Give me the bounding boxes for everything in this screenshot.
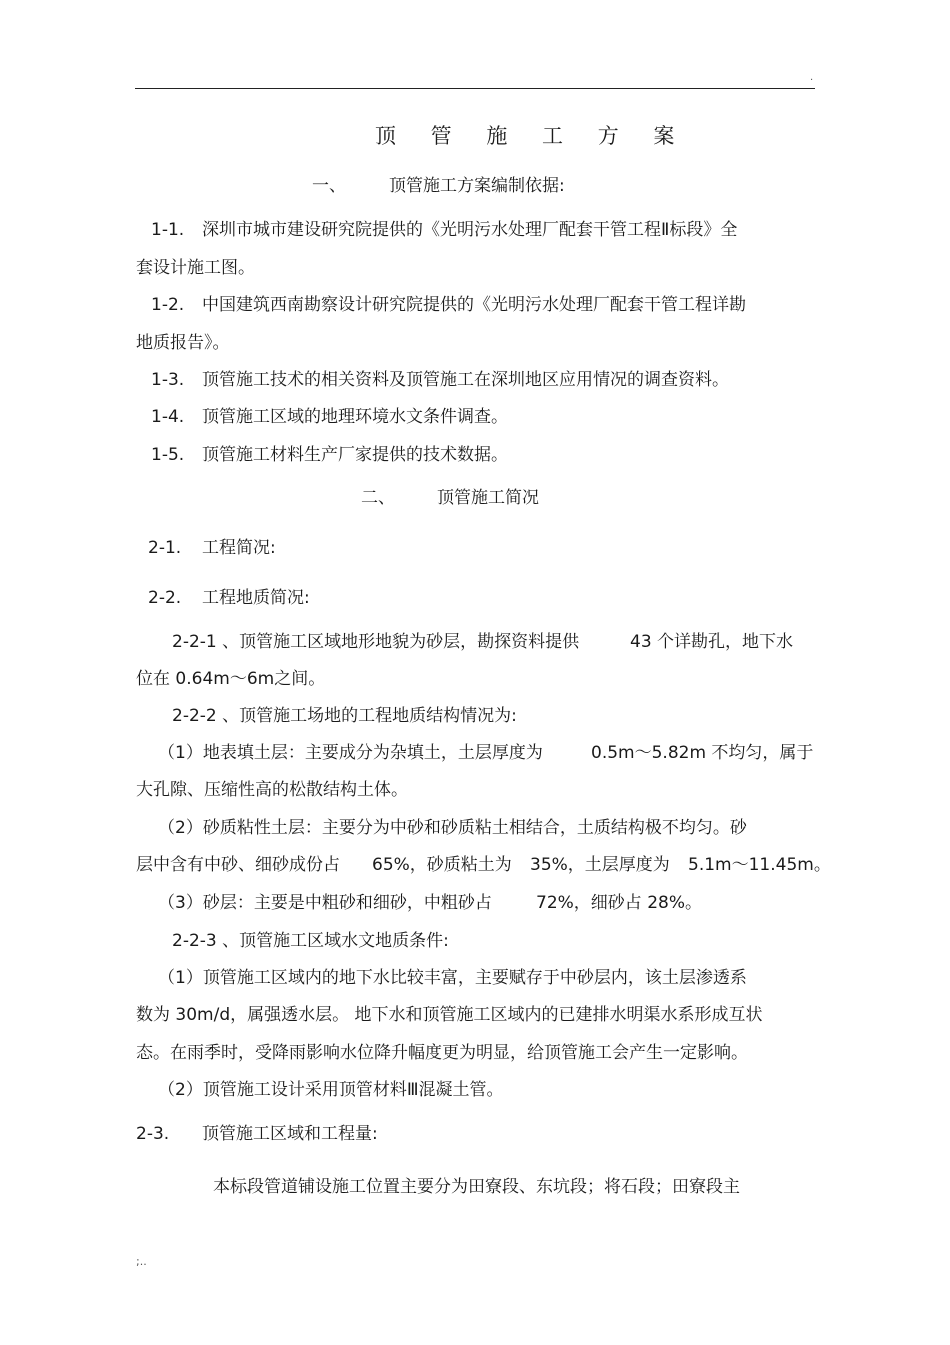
para-2-2-1-b: 43 个详勘孔，地下水 (630, 632, 794, 652)
hydro1-line-a: （1）顶管施工区域内的地下水比较丰富，主要赋存于中砂层内，该土层渗透系 (158, 968, 747, 988)
item-2-3-text: 顶管施工区域和工程量: (202, 1124, 378, 1144)
item-1-2-number: 1-2. (151, 295, 185, 315)
item-1-5-text: 顶管施工材料生产厂家提供的技术数据。 (202, 445, 508, 465)
item-1-2-cont: 地质报告》。 (136, 333, 230, 353)
layer2-line-a: （2）砂质粘性土层：主要分为中砂和砂质粘土相结合，土质结构极不均匀。砂 (158, 818, 747, 838)
item-1-1-number: 1-1. (151, 220, 185, 240)
layer3-line-a: （3）砂层：主要是中粗砂和细砂，中粗砂占 (158, 893, 492, 913)
para-2-2-3: 2-2-3 、顶管施工区域水文地质条件: (172, 931, 449, 951)
layer2-line-d: 35%，土层厚度为 (530, 855, 670, 875)
layer1-line-a: （1）地表填土层：主要成分为杂填土，土层厚度为 (158, 743, 543, 763)
item-2-2-text: 工程地质简况: (202, 588, 310, 608)
item-1-4-number: 1-4. (151, 407, 185, 427)
item-2-2-number: 2-2. (148, 588, 182, 608)
para-2-3: 本标段管道铺设施工位置主要分为田寮段、东坑段；将石段；田寮段主 (213, 1177, 740, 1197)
hydro2-line: （2）顶管施工设计采用顶管材料Ⅲ混凝土管。 (158, 1080, 504, 1100)
item-2-3-number: 2-3. (136, 1124, 170, 1144)
item-1-4-text: 顶管施工区域的地理环境水文条件调查。 (202, 407, 508, 427)
footer-mark: ;.. (136, 1255, 147, 1268)
header-rule (135, 88, 815, 89)
item-1-1-cont: 套设计施工图。 (136, 258, 255, 278)
layer2-line-b: 层中含有中砂、细砂成份占 (136, 855, 340, 875)
header-corner-mark: . (810, 72, 814, 83)
item-2-1-text: 工程简况: (202, 538, 276, 558)
item-2-1-number: 2-1. (148, 538, 182, 558)
para-2-2-1-c: 位在 0.64m～6m之间。 (136, 669, 326, 689)
layer1-line-b: 0.5m～5.82m 不均匀，属于 (591, 743, 814, 763)
item-1-2-text: 中国建筑西南勘察设计研究院提供的《光明污水处理厂配套干管工程详勘 (202, 295, 746, 315)
section2-heading: 顶管施工简况 (437, 488, 539, 508)
section2-number: 二、 (361, 488, 395, 508)
section1-heading: 顶管施工方案编制依据: (389, 176, 565, 196)
para-2-2-1-a: 2-2-1 、顶管施工区域地形地貌为砂层，勘探资料提供 (172, 632, 580, 652)
item-1-3-number: 1-3. (151, 370, 185, 390)
item-1-5-number: 1-5. (151, 445, 185, 465)
layer1-line-c: 大孔隙、压缩性高的松散结构土体。 (136, 780, 408, 800)
item-1-1-text: 深圳市城市建设研究院提供的《光明污水处理厂配套干管工程Ⅱ标段》全 (202, 220, 738, 240)
layer3-line-b: 72%，细砂占 28%。 (536, 893, 702, 913)
layer2-line-c: 65%，砂质粘土为 (372, 855, 512, 875)
item-1-3-text: 顶管施工技术的相关资料及顶管施工在深圳地区应用情况的调查资料。 (202, 370, 729, 390)
document-title: 顶 管 施 工 方 案 (375, 124, 689, 148)
section1-number: 一、 (312, 176, 346, 196)
hydro1-line-b: 数为 30m/d，属强透水层。 地下水和顶管施工区域内的已建排水明渠水系形成互状 (136, 1005, 763, 1025)
hydro1-line-c: 态。在雨季时，受降雨影响水位降升幅度更为明显，给顶管施工会产生一定影响。 (136, 1043, 748, 1063)
layer2-line-e: 5.1m～11.45m。 (688, 855, 831, 875)
para-2-2-2: 2-2-2 、顶管施工场地的工程地质结构情况为: (172, 706, 517, 726)
